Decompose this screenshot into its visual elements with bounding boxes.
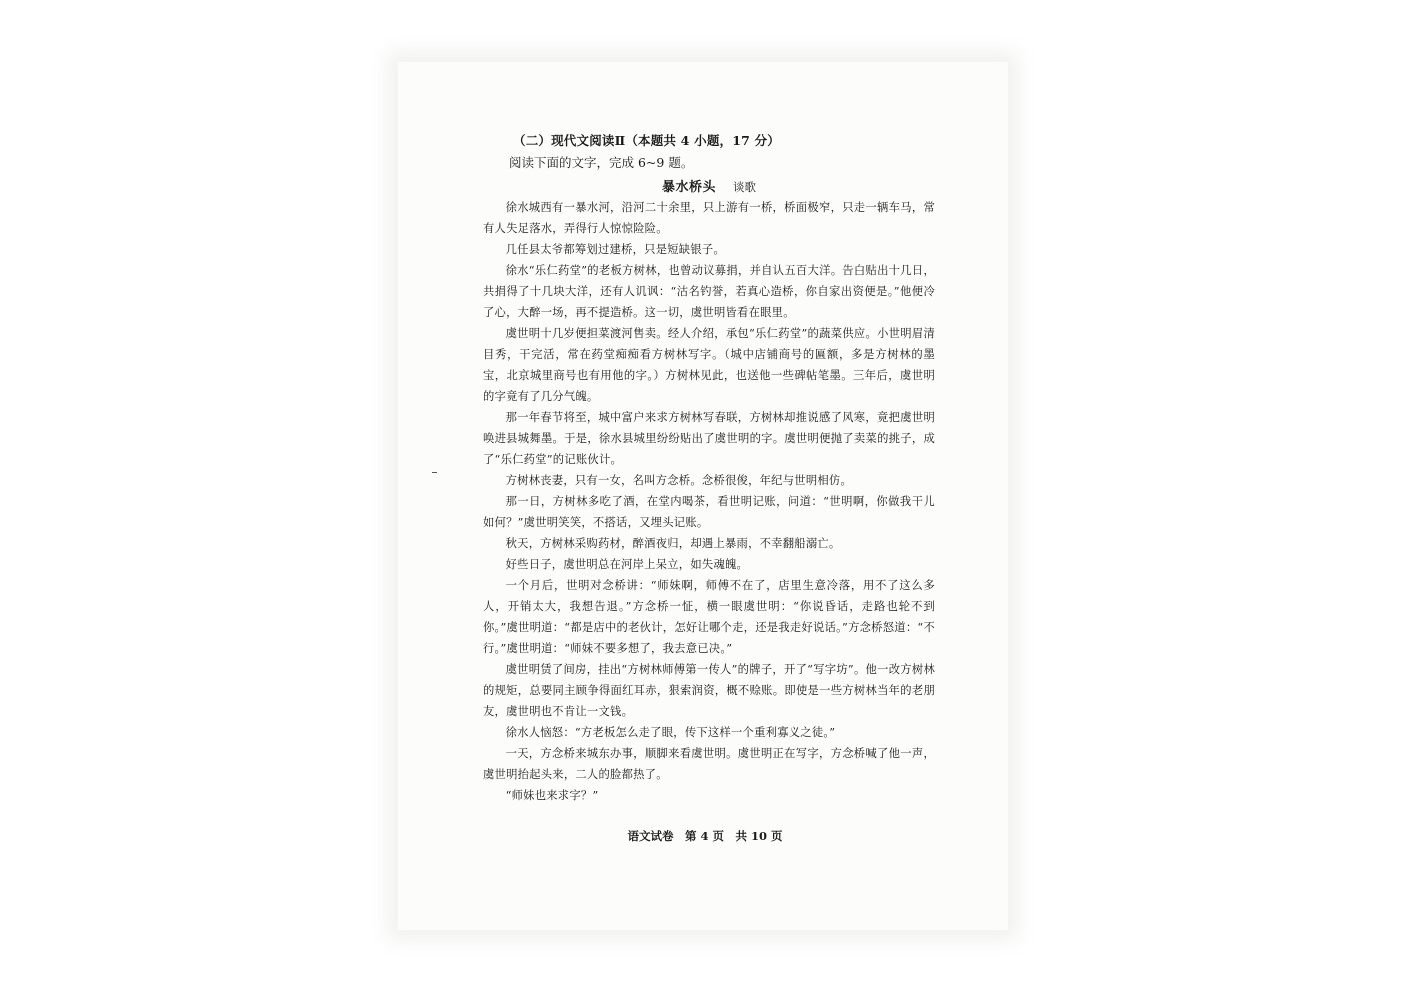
story-paragraph: 那一日，方树林多吃了酒，在堂内喝茶，看世明记账，问道：“世明啊，你做我干儿如何？”虞世明笑笑，不搭话，又埋头记账。 — [483, 495, 935, 529]
story-paragraph: 徐水“乐仁药堂”的老板方树林，也曾动议募捐，并自认五百大洋。告白贴出十几日，共捐得了十几块大洋，还有人讥讽：“沽名钓誉，若真心造桥，你自家出资便是。”他便冷了心，大醉一场，再不提造桥。这一切，虞世明皆看在眼里。 — [483, 264, 935, 319]
story-paragraph: 一个月后，世明对念桥讲：“师妹啊，师傅不在了，店里生意冷落，用不了这么多人，开销太大，我想告退。”方念桥一怔，横一眼虞世明：“你说昏话，走路也轮不到你。”虞世明道：“都是店中的老伙计，怎好让哪个走，还是我走好说话。”方念桥怒道：“不行。”虞世明道：“师妹不要多想了，我去意已决。” — [483, 579, 935, 655]
reading-instruction: 阅读下面的文字，完成 6~9 题。 — [509, 155, 694, 170]
story-paragraph: 几任县太爷都筹划过建桥，只是短缺银子。 — [505, 243, 725, 256]
story-paragraph: 方树林丧妻，只有一女，名叫方念桥。念桥很俊，年纪与世明相仿。 — [505, 474, 853, 487]
story-paragraph: 虞世明十几岁便担菜渡河售卖。经人介绍，承包“乐仁药堂”的蔬菜供应。小世明眉清目秀，干完活，常在药堂痴痴看方树林写字。（城中店铺商号的匾额，多是方树林的墨宝，北京城里商号也有用他的字。）方树林见此，也送他一些碑帖笔墨。三年后，虞世明的字竟有了几分气魄。 — [483, 327, 935, 403]
story-paragraph: 徐水人恼怒：“方老板怎么走了眼，传下这样一个重利寡义之徒。” — [505, 726, 836, 739]
story-author: 谈歌 — [733, 180, 757, 194]
section-heading: （二）现代文阅读Ⅱ（本题共 4 小题，17 分） — [513, 133, 780, 148]
story-paragraph: “师妹也来求字？” — [505, 789, 599, 802]
page-footer: 语文试卷 第 4 页 共 10 页 — [627, 829, 783, 843]
story-title: 暴水桥头 — [661, 180, 716, 195]
exam-content — [483, 130, 935, 806]
story-paragraph: 一天，方念桥来城东办事，顺脚来看虞世明。虞世明正在写字，方念桥喊了他一声，虞世明抬起头来，二人的脸都热了。 — [483, 747, 935, 781]
story-body — [483, 197, 935, 806]
story-paragraph: 虞世明赁了间房，挂出“方树林师傅第一传人”的牌子，开了“写字坊”。他一改方树林的规矩，总要同主顾争得面红耳赤，狠索润资，概不赊账。即使是一些方树林当年的老朋友，虞世明也不肯让一文钱。 — [483, 663, 935, 718]
story-paragraph: 那一年春节将至，城中富户来求方树林写春联，方树林却推说感了风寒，竟把虞世明唤进县城舞墨。于是，徐水县城里纷纷贴出了虞世明的字。虞世明便抛了卖菜的挑子，成了“乐仁药堂”的记账伙计。 — [483, 411, 935, 466]
margin-mark — [432, 472, 437, 473]
story-paragraph: 秋天，方树林采购药材，醉酒夜归，却遇上暴雨，不幸翻船溺亡。 — [505, 537, 841, 550]
story-paragraph: 徐水城西有一暴水河，沿河二十余里，只上游有一桥，桥面极窄，只走一辆车马，常有人失足落水，弄得行人惊惊险险。 — [483, 201, 935, 235]
story-title-line — [483, 174, 935, 197]
story-paragraph: 好些日子，虞世明总在河岸上呆立，如失魂魄。 — [505, 558, 749, 571]
